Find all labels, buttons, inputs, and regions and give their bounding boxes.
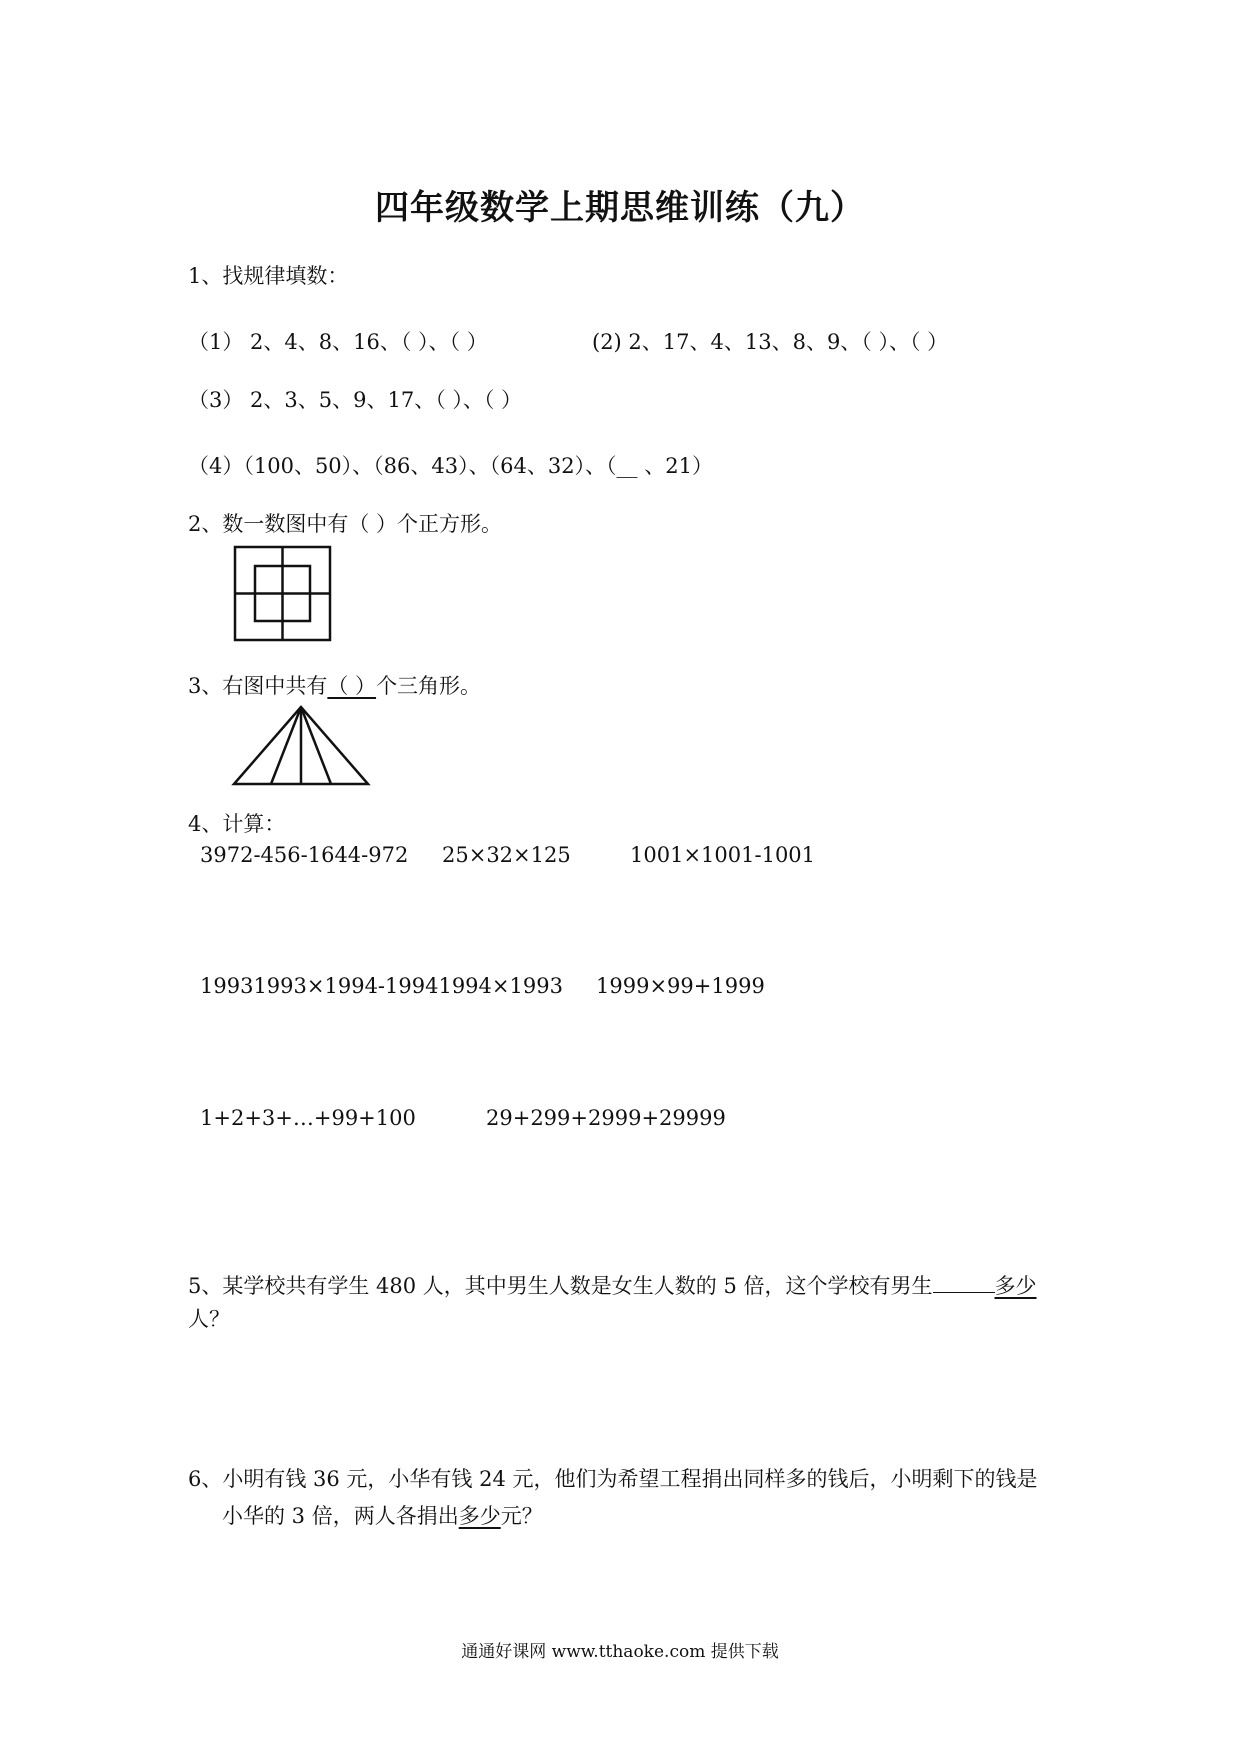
q6-line-2-text: 小华的 3 倍，两人各捐出 (222, 1504, 459, 1528)
q4-expr-4: 19931993×1994-19941994×1993 (200, 974, 563, 998)
q2-text: 2、数一数图中有（ ）个正方形。 (188, 512, 503, 536)
q1-part4: （4）（100、50）、（86、43）、（64、32）、（__ 、21） (188, 454, 713, 478)
q6-line-1: 6、小明有钱 36 元，小华有钱 24 元，他们为希望工程捐出同样多的钱后，小明剩下的钱是 (188, 1467, 1038, 1491)
q1-part3: （3） 2、3、5、9、17、（ ）、（ ） (188, 388, 523, 412)
q5-line-1-text: 5、某学校共有学生 480 人，其中男生人数是女生人数的 5 倍，这个学校有男生 (188, 1274, 933, 1298)
footer-credit: 通通好课网 www.tthaoke.com 提供下载 (461, 1642, 779, 1662)
q4-expr-7: 29+299+2999+29999 (486, 1106, 726, 1130)
q5-line-1 (188, 1270, 1037, 1300)
q4-expr-5: 1999×99+1999 (596, 974, 765, 998)
q1-part2: (2) 2、17、4、13、8、9、（ ）、（ ） (592, 330, 949, 354)
q3-suffix: 个三角形。 (376, 674, 482, 698)
q6-line-2 (222, 1500, 543, 1530)
q5-answer-blank (933, 1274, 995, 1293)
q6-line-2-suffix: 元？ (500, 1504, 543, 1528)
q4-expr-2: 25×32×125 (442, 843, 571, 867)
q3-text (188, 670, 481, 700)
squares-figure (233, 545, 333, 643)
q4-expr-3: 1001×1001-1001 (630, 843, 816, 867)
q1-heading: 1、找规律填数： (188, 264, 349, 288)
q5-line-2: 人？ (188, 1307, 230, 1331)
page-title: 四年级数学上期思维训练（九） (375, 188, 865, 228)
q5-line-1-underlined: 多少 (994, 1274, 1037, 1298)
q3-prefix: 3、右图中共有 (188, 674, 328, 698)
triangles-figure (231, 705, 371, 787)
q3-answer-blank: （ ） (327, 674, 377, 698)
q6-line-2-underlined: 多少 (458, 1504, 501, 1528)
q4-heading: 4、计算： (188, 812, 286, 836)
q4-expr-1: 3972-456-1644-972 (200, 843, 409, 867)
q1-part1: （1） 2、4、8、16、（ ）、（ ） (188, 330, 488, 354)
q4-expr-6: 1+2+3+…+99+100 (200, 1106, 416, 1130)
